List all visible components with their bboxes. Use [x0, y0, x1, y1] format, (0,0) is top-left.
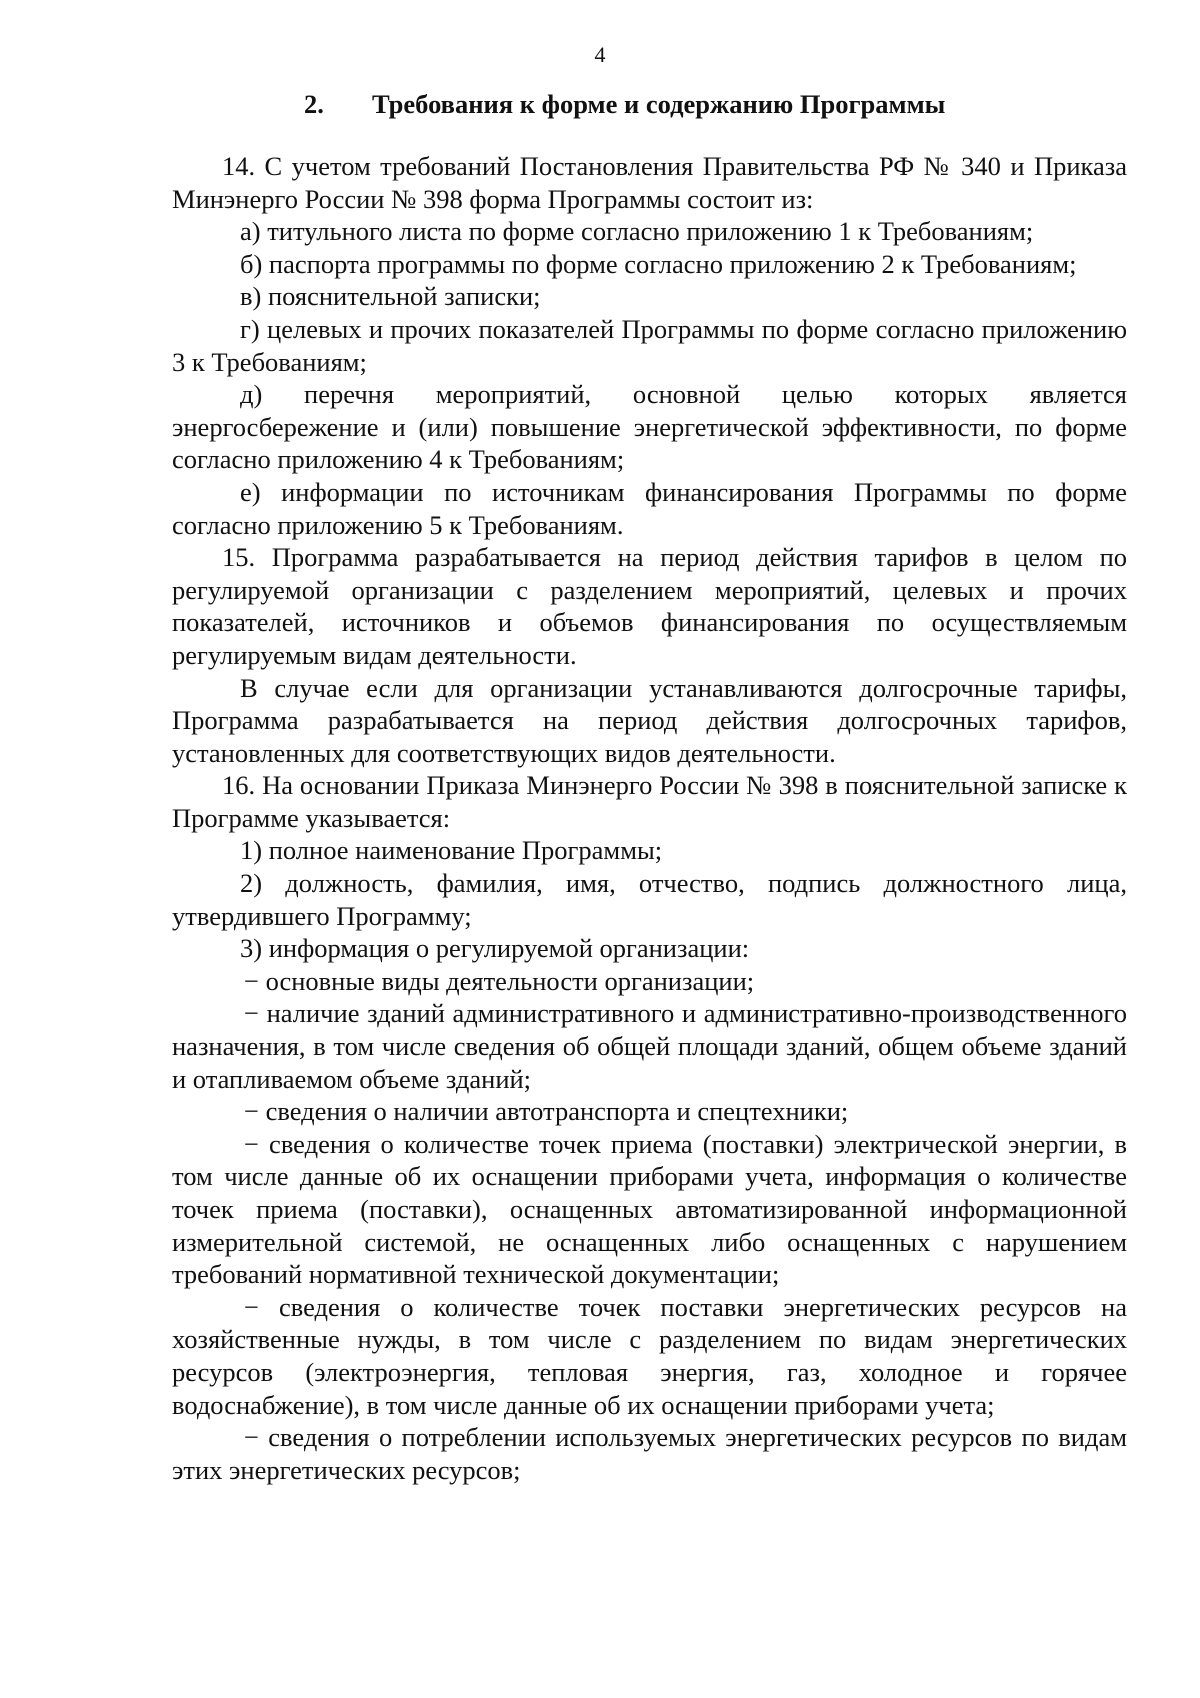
paragraph-16: 16. На основании Приказа Минэнерго России № 398 в пояснительной записке к Программе указывается:: [172, 770, 1127, 833]
section-heading: [200, 88, 1120, 120]
dash-item-activities: − основные виды деятельности организации;: [244, 965, 755, 996]
dash-item-electricity-points: − сведения о количестве точек приема (поставки) электрической энергии, в том числе данные об их оснащении приборами учета, информация о количестве точек приема (поставки), оснащенных автоматизированной информационной измерительной системой, не оснащенных либо оснащенных с нарушением требований нормативной технической документации;: [172, 1128, 1127, 1290]
dash-item-consumption: − сведения о потреблении используемых энергетических ресурсов по видам этих энергетических ресурсов;: [172, 1422, 1127, 1485]
document-body: [172, 150, 1127, 1486]
section-title: Требования к форме и содержанию Программы: [372, 89, 946, 119]
list-item-1: 1) полное наименование Программы;: [240, 835, 663, 866]
list-item-3: 3) информация о регулируемой организации:: [240, 933, 750, 964]
page-number: 4: [594, 42, 606, 67]
list-item-b: б) паспорта программы по форме согласно приложению 2 к Требованиям;: [240, 248, 1077, 279]
paragraph-15-note: В случае если для организации устанавливаются долгосрочные тарифы, Программа разрабатывается на период действия долгосрочных тарифов, установленных для соответствующих видов деятельности.: [172, 672, 1127, 768]
paragraph-14: 14. С учетом требований Постановления Правительства РФ № 340 и Приказа Минэнерго России № 398 форма Программы состоит из:: [172, 151, 1127, 214]
section-number: 2.: [304, 89, 324, 119]
dash-item-vehicles: − сведения о наличии автотранспорта и спецтехники;: [244, 1096, 849, 1127]
paragraph-15: 15. Программа разрабатывается на период действия тарифов в целом по регулируемой организации с разделением мероприятий, целевых и прочих показателей, источников и объемов финансирования по осуществляемым регулируемым видам деятельности.: [172, 542, 1127, 670]
list-item-g: г) целевых и прочих показателей Программы по форме согласно приложению 3 к Требованиям;: [172, 313, 1127, 377]
list-item-e: е) информации по источникам финансирования Программы по форме согласно приложению 5 к Требованиям.: [172, 476, 1127, 540]
list-item-v: в) пояснительной записки;: [240, 281, 541, 312]
list-item-d: д) перечня мероприятий, основной целью которых является энергосбережение и (или) повышение энергетической эффективности, по форме согласно приложению 4 к Требованиям;: [172, 379, 1127, 475]
dash-item-buildings: − наличие зданий административного и административно-производственного назначения, в том числе сведения об общей площади зданий, общем объеме зданий и отапливаемом объеме зданий;: [172, 998, 1127, 1094]
dash-item-supply-points: − сведения о количестве точек поставки энергетических ресурсов на хозяйственные нужды, в том числе с разделением по видам энергетических ресурсов (электроэнергия, тепловая энергия, газ, холодное и горячее водоснабжение), в том числе данные об их оснащении приборами учета;: [172, 1291, 1127, 1420]
list-item-a: а) титульного листа по форме согласно приложению 1 к Требованиям;: [240, 216, 1034, 247]
list-item-2: 2) должность, фамилия, имя, отчество, подпись должностного лица, утвердившего Программу;: [172, 868, 1127, 931]
